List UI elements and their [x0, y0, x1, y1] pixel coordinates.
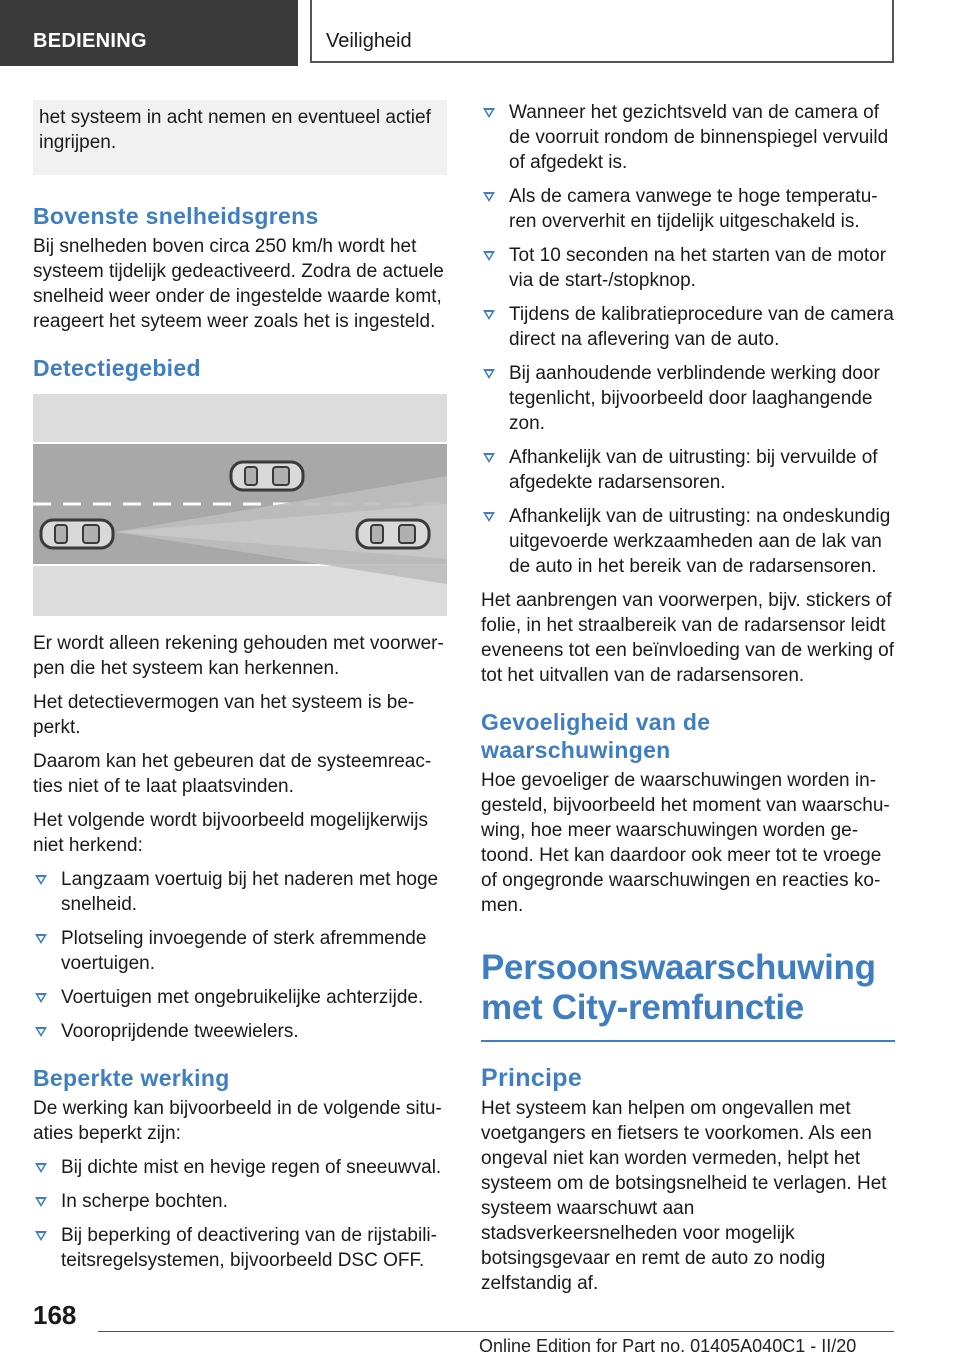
limited-heading: Beperkte werking [33, 1065, 230, 1091]
list-item: Als de camera vanwege te hoge temperaturen oververhit en tijdelijk uitgeschakeld is. [481, 184, 895, 234]
list-item: In scherpe bochten. [33, 1189, 447, 1214]
detection-area-graphic [33, 394, 447, 616]
edition-footer: Online Edition for Part no. 01405A040C1 - II/20 [479, 1336, 857, 1356]
triangle-bullet-icon [35, 1163, 47, 1173]
list-item: Bij aanhoudende verblindende werking door tegenlicht, bijvoorbeeld door laaghangende zon. [481, 361, 895, 436]
detection-heading: Detectiegebied [33, 355, 201, 381]
triangle-bullet-icon [35, 1231, 47, 1241]
list-item: Tot 10 seconden na het starten van de motor via de start-/stopknop. [481, 243, 895, 293]
sensitivity-text: Hoe gevoeliger de waarschuwingen worden ingesteld, bijvoorbeeld het moment van waarschuwing, hoe meer waarschuwingen worden getoond. Het kan daardoor ook meer tot te vroege of ongegronde waarschuwingen en reacties komen. [481, 770, 890, 916]
triangle-bullet-icon [35, 993, 47, 1003]
limited-list [33, 1155, 447, 1273]
own-vehicle-icon [41, 520, 113, 548]
limited-intro: De werking kan bijvoorbeeld in de volgende situaties beperkt zijn: [33, 1098, 442, 1144]
list-item: Plotseling invoegende of sterk afremmende voertuigen. [33, 926, 447, 976]
sensitivity-heading: Gevoeligheid van de waarschuwingen [481, 709, 711, 763]
triangle-bullet-icon [483, 453, 495, 463]
warning-text: het systeem in acht nemen en eventueel actief ingrijpen. [39, 107, 431, 153]
list-item: Vooroprijdende tweewielers. [33, 1019, 447, 1044]
chapter-title: Veiligheid [326, 30, 412, 52]
list-item: Bij beperking of deactivering van de rijstabiliteitsregelsystemen, bijvoorbeeld DSC OFF. [33, 1223, 447, 1273]
list-item: Wanneer het gezichtsveld van de camera of de voorruit rondom de binnenspiegel vervuild of afgedekt is. [481, 100, 895, 175]
warning-box [33, 100, 447, 175]
left-column [33, 100, 447, 1282]
list-item: Langzaam voertuig bij het naderen met hoge snelheid. [33, 867, 447, 917]
triangle-bullet-icon [35, 934, 47, 944]
right-column [481, 100, 895, 1305]
triangle-bullet-icon [483, 192, 495, 202]
list-item: Afhankelijk van de uitrusting: bij vervuilde of afgedekte radarsensoren. [481, 445, 895, 495]
speed-limit-text: Bij snelheden boven circa 250 km/h wordt het systeem tijdelijk gedeactiveerd. Zodra de actuele snelheid weer onder de ingestelde waarde komt, reageert het syteem weer zoals het is ingesteld. [33, 236, 444, 332]
section-title: Persoonswaarschuwing met City-remfunctie [481, 948, 876, 1027]
vehicle-left-lane-icon [231, 462, 303, 490]
vehicle-ahead-icon [357, 520, 429, 548]
list-item: Afhankelijk van de uitrusting: na ondeskundig uitgevoerde werkzaamheden aan de lak van de auto in het bereik van de radarsensoren. [481, 504, 895, 579]
chapter-header [310, 0, 894, 63]
detection-p2: Het detectievermogen van het systeem is beperkt. [33, 692, 415, 738]
triangle-bullet-icon [35, 1197, 47, 1207]
detection-p3: Daarom kan het gebeuren dat de systeemreacties niet of te laat plaatsvinden. [33, 751, 432, 797]
stickers-text: Het aanbrengen van voorwerpen, bijv. stickers of folie, in het straalbereik van de radarsensor leidt eveneens tot een beïnvloeding van de werking of tot het uitvallen van de radarsensoren. [481, 590, 895, 686]
list-item: Voertuigen met ongebruikelijke achterzijde. [33, 985, 447, 1010]
list-item: Tijdens de kalibratieprocedure van de camera direct na aflevering van de auto. [481, 302, 895, 352]
triangle-bullet-icon [483, 369, 495, 379]
triangle-bullet-icon [483, 108, 495, 118]
triangle-bullet-icon [35, 1027, 47, 1037]
detection-p1: Er wordt alleen rekening gehouden met voorwerpen die het systeem kan herkennen. [33, 633, 444, 679]
speed-limit-heading: Bovenste snelheidsgrens [33, 203, 319, 229]
triangle-bullet-icon [483, 512, 495, 522]
road-edge-top [33, 442, 447, 444]
triangle-bullet-icon [483, 251, 495, 261]
detection-list [33, 867, 447, 1044]
detection-area-illustration [33, 394, 447, 616]
principle-heading: Principe [481, 1064, 583, 1092]
section-tab [0, 0, 298, 66]
section-divider [481, 1040, 895, 1042]
triangle-bullet-icon [35, 875, 47, 885]
section-tab-label: BEDIENING [33, 30, 147, 52]
detection-p4: Het volgende wordt bijvoorbeeld mogelijkerwijs niet herkend: [33, 810, 428, 856]
triangle-bullet-icon [483, 310, 495, 320]
principle-text: Het systeem kan helpen om ongevallen met voetgangers en fietsers te voorkomen. Als een ongeval niet kan worden vermeden, helpt het systeem om de botsingsnelheid te verlagen. Het systeem waarschuwt aan stadsverkeersnelheden voor mogelijk botsingsgevaar en remt de auto zo nodig zelfstandig af. [481, 1098, 887, 1294]
footer-divider [98, 1331, 894, 1332]
limited-list-continued [481, 100, 895, 579]
page-number: 168 [33, 1300, 77, 1330]
list-item: Bij dichte mist en hevige regen of sneeuwval. [33, 1155, 447, 1180]
